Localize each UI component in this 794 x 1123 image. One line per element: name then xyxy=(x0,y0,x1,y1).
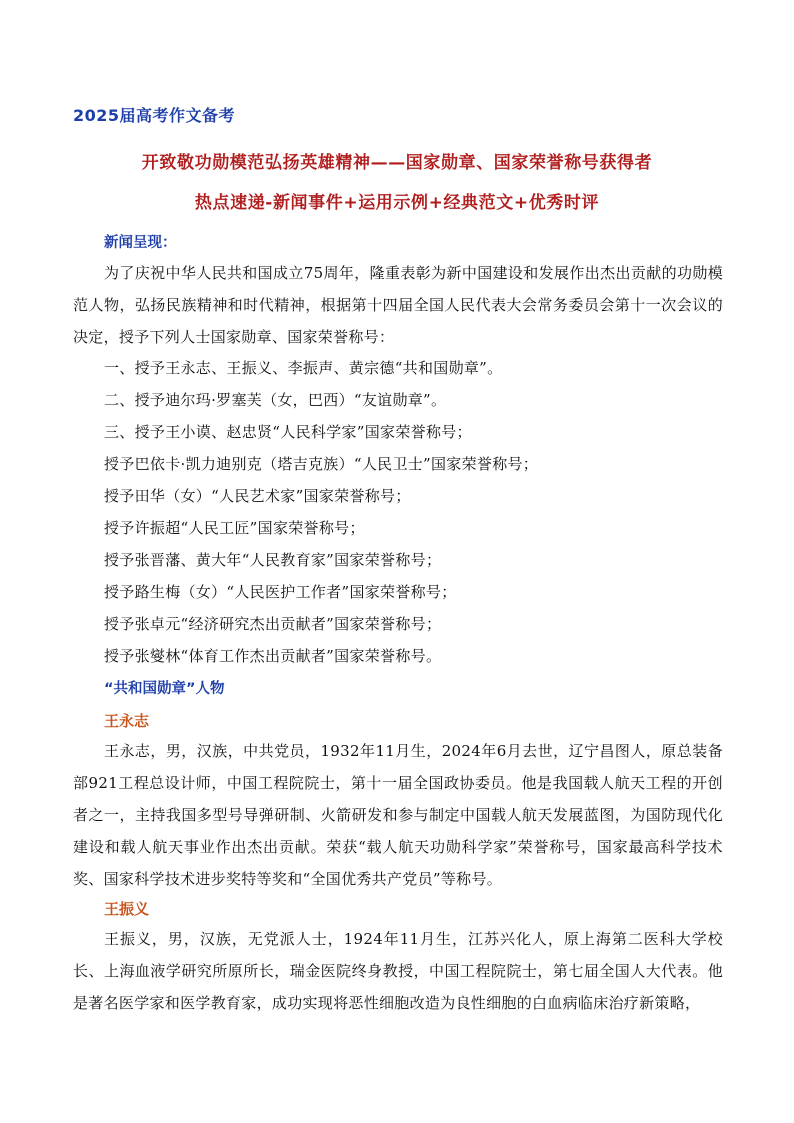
award-item: 授予田华（女）“人民艺术家”国家荣誉称号； xyxy=(104,487,411,505)
series-label: 2025届高考作文备考 xyxy=(73,106,236,125)
award-item: 授予张燮林“体育工作杰出贡献者”国家荣誉称号。 xyxy=(104,647,442,665)
award-item: 授予路生梅（女）“人民医护工作者”国家荣誉称号； xyxy=(104,583,457,601)
award-item: 三、授予王小谟、赵忠贤“人民科学家”国家荣誉称号； xyxy=(104,423,472,441)
person-bio-paragraph: 王振义，男，汉族，无党派人士，1924年11月生，江苏兴化人，原上海第二医科大学校长、上海血液学研究所原所长，瑞金医院终身教授，中国工程院院士，第七届全国人大代表。他是著名医学家和医学教育家，成功实现将恶性细胞改造为良性细胞的白血病临床治疗新策略， xyxy=(73,930,723,1012)
award-item: 二、授予迪尔玛·罗塞芙（女，巴西）“友谊勋章”。 xyxy=(104,391,447,409)
award-item: 授予张晋藩、黄大年“人民教育家”国家荣誉称号； xyxy=(104,551,442,569)
person-bio-paragraph: 王永志，男，汉族，中共党员，1932年11月生，2024年6月去世，辽宁昌图人，原总装备部921工程总设计师，中国工程院院士，第十一届全国政协委员。他是我国载人航天工程的开创者之一，主持我国多型号导弹研制、火箭研发和参与制定中国载人航天发展蓝图，为国防现代化建设和载人航天事业作出杰出贡献。荣获“载人航天功勋科学家”荣誉称号，国家最高科学技术奖、国家科学技术进步奖特等奖和“全国优秀共产党员”等称号。 xyxy=(73,742,723,888)
document-title: 开致敬功勋模范弘扬英雄精神——国家勋章、国家荣誉称号获得者 xyxy=(141,153,653,173)
medal-people-heading: “共和国勋章”人物 xyxy=(104,681,225,697)
news-intro-paragraph: 为了庆祝中华人民共和国成立75周年，隆重表彰为新中国建设和发展作出杰出贡献的功勋模范人物，弘扬民族精神和时代精神，根据第十四届全国人民代表大会常务委员会第十一次会议的决定，授予下列人士国家勋章、国家荣誉称号： xyxy=(73,264,723,346)
award-item: 授予许振超“人民工匠”国家荣誉称号； xyxy=(104,519,365,537)
news-heading: 新闻呈现： xyxy=(104,235,177,251)
award-item: 授予巴依卡·凯力迪别克（塔吉克族）“人民卫士”国家荣誉称号； xyxy=(104,455,539,473)
award-item: 授予张卓元“经济研究杰出贡献者”国家荣誉称号； xyxy=(104,615,442,633)
person-name-heading: 王振义 xyxy=(104,900,150,918)
award-item: 一、授予王永志、王振义、李振声、黄宗德“共和国勋章”。 xyxy=(104,359,503,377)
person-name-heading: 王永志 xyxy=(104,712,150,730)
document-subtitle: 热点速递-新闻事件+运用示例+经典范文+优秀时评 xyxy=(194,193,600,213)
